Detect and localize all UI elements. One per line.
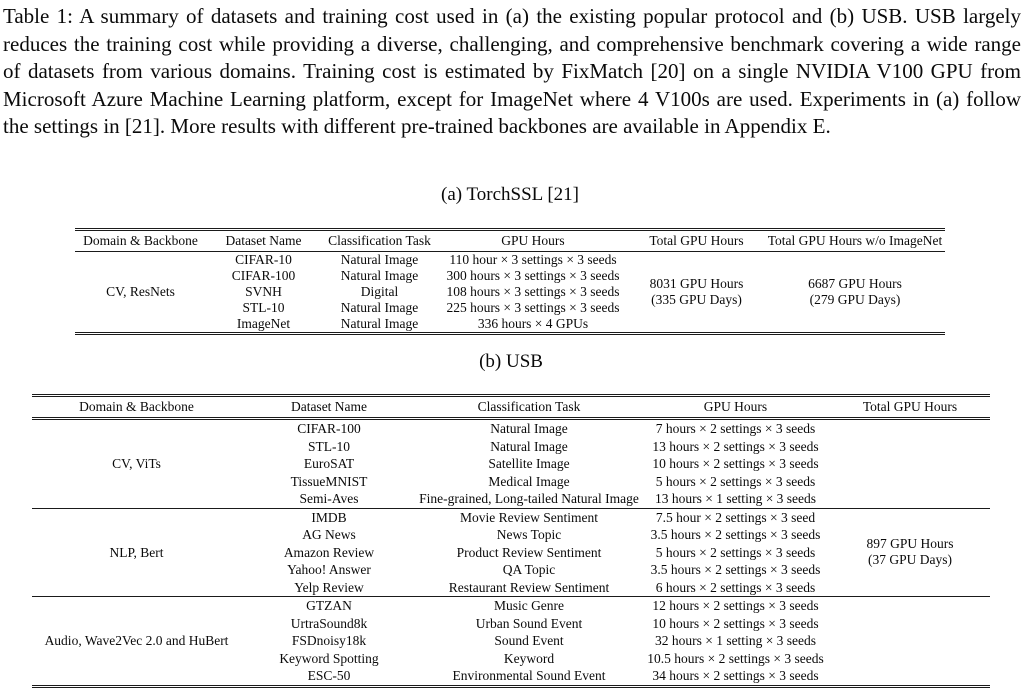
header-gpu-hours: GPU Hours (438, 230, 628, 252)
task-cell: Sound Event (494, 633, 564, 648)
task-cell: Digital (360, 284, 399, 299)
dataset-cell: ImageNet (236, 316, 291, 331)
gpu-hours-cell: 300 hours × 3 settings × 3 seeds (446, 268, 620, 283)
gpu-hours-cell: 10 hours × 2 settings × 3 seeds (652, 456, 819, 471)
dataset-cell: ESC-50 (307, 668, 351, 683)
domain-cell: CV, ResNets (106, 284, 175, 299)
task-cell: Restaurant Review Sentiment (448, 579, 610, 595)
dataset-cell: UrtraSound8k (290, 615, 368, 631)
gpu-hours-cell: 10 hours × 2 settings × 3 seeds (652, 615, 819, 631)
header-classification-task: Classification Task (321, 230, 438, 252)
task-cell: Keyword (503, 650, 555, 666)
task-cell: Natural Image (490, 438, 568, 454)
task-cell: Movie Review Sentiment (417, 508, 641, 526)
table-row (32, 597, 990, 615)
audio-group (32, 597, 990, 687)
table-row (32, 419, 990, 438)
task-cell: Natural Image (340, 252, 419, 267)
total-gpu-hours-cell-empty (830, 419, 990, 509)
dataset-cell: STL-10 (308, 438, 350, 454)
dataset-cell: Keyword Spotting (279, 650, 379, 666)
gpu-hours-cell: 7.5 hour × 2 settings × 3 seed (641, 508, 830, 526)
total-wo-imagenet-cell (765, 252, 945, 334)
gpu-hours-cell: 3.5 hours × 2 settings × 3 seeds (650, 527, 821, 542)
dataset-cell: SVNH (245, 284, 282, 299)
dataset-cell: EuroSAT (303, 456, 355, 471)
gpu-hours-cell: 10.5 hours × 2 settings × 3 seeds (647, 650, 824, 666)
task-cell: Product Review Sentiment (456, 544, 602, 560)
total-wo-imagenet-hours-line: 6687 GPU Hours (808, 276, 902, 291)
gpu-hours-cell: 5 hours × 2 settings × 3 seeds (655, 473, 816, 489)
gpu-hours-cell: 5 hours × 2 settings × 3 seeds (655, 544, 816, 560)
domain-cell: CV, ViTs (112, 456, 161, 471)
gpu-hours-cell: 108 hours × 3 settings × 3 seeds (446, 284, 620, 299)
gpu-hours-cell: 225 hours × 3 settings × 3 seeds (446, 300, 620, 315)
task-cell: Music Genre (417, 597, 641, 615)
gpu-hours-cell: 7 hours × 2 settings × 3 seeds (655, 421, 816, 436)
dataset-cell: IMDB (241, 508, 417, 526)
dataset-cell: GTZAN (241, 597, 417, 615)
dataset-cell: TissueMNIST (290, 473, 368, 489)
table-row (75, 252, 945, 269)
header-dataset-name: Dataset Name (241, 396, 417, 419)
header-domain-backbone: Domain & Backbone (32, 396, 241, 419)
task-cell: Environmental Sound Event (452, 668, 606, 683)
gpu-hours-cell: 6 hours × 2 settings × 3 seeds (655, 579, 816, 595)
gpu-hours-cell: 110 hour × 3 settings × 3 seeds (449, 252, 617, 267)
task-cell: Natural Image (490, 421, 568, 436)
table-caption: Table 1: A summary of datasets and training cost used in (a) the existing popular protocol and (b) USB. USB largely reduces the training cost while providing a diverse, challenging, and comprehensive benchmark covering a wide range of datasets from various domains. Training cost is estimated by FixMatch [20] on a single NVIDIA V100 GPU from Microsoft Azure Machine Learning platform, except for ImageNet where 4 V100s are used. Experiments in (a) follow the settings in [21]. More results with different pre-trained backbones are available in Appendix E. (3, 4, 1021, 138)
gpu-hours-cell: 32 hours × 1 setting × 3 seeds (654, 633, 817, 648)
table-header-row (75, 230, 945, 252)
header-classification-task: Classification Task (417, 396, 641, 419)
dataset-cell: CIFAR-10 (235, 252, 292, 267)
header-total-gpu-hours-wo-imagenet: Total GPU Hours w/o ImageNet (765, 230, 945, 252)
task-cell: QA Topic (502, 562, 556, 577)
task-cell: Natural Image (340, 316, 419, 331)
dataset-cell: CIFAR-100 (231, 268, 296, 283)
task-cell: Natural Image (340, 300, 419, 315)
subtable-b-title: (b) USB (479, 351, 543, 372)
cv-group (32, 419, 990, 509)
dataset-cell: CIFAR-100 (297, 421, 361, 436)
table-header-row (32, 396, 990, 419)
total-gpu-hours-cell (628, 252, 765, 334)
nlp-group (32, 508, 990, 597)
gpu-hours-cell: 12 hours × 2 settings × 3 seeds (641, 597, 830, 615)
dataset-cell: AG News (302, 527, 356, 542)
dataset-cell: Semi-Aves (299, 491, 359, 506)
header-total-gpu-hours: Total GPU Hours (830, 396, 990, 419)
header-total-gpu-hours: Total GPU Hours (628, 230, 765, 252)
task-cell: Fine-grained, Long-tailed Natural Image (419, 491, 639, 506)
table-torchssl (75, 228, 945, 335)
domain-cell: NLP, Bert (32, 508, 241, 597)
gpu-hours-cell: 13 hours × 2 settings × 3 seeds (652, 438, 819, 454)
task-cell: Satellite Image (488, 456, 570, 471)
total-gpu-hours-cell (830, 508, 990, 597)
header-domain-backbone: Domain & Backbone (75, 230, 206, 252)
table-usb (32, 394, 990, 688)
domain-cell: Audio, Wave2Vec 2.0 and HuBert (32, 597, 241, 687)
dataset-cell: FSDnoisy18k (291, 633, 367, 648)
gpu-hours-cell: 3.5 hours × 2 settings × 3 seeds (650, 562, 821, 577)
total-days-line: (335 GPU Days) (651, 292, 742, 307)
task-cell: Natural Image (340, 268, 419, 283)
header-gpu-hours: GPU Hours (641, 396, 830, 419)
subtable-a-title: (a) TorchSSL [21] (441, 184, 579, 205)
dataset-cell: STL-10 (242, 300, 285, 315)
total-hours-line: 897 GPU Hours (866, 536, 954, 552)
task-cell: Urban Sound Event (475, 615, 583, 631)
gpu-hours-cell: 34 hours × 2 settings × 3 seeds (652, 668, 819, 683)
total-gpu-hours-cell-empty (830, 597, 990, 687)
dataset-cell: Amazon Review (283, 544, 375, 560)
task-cell: News Topic (496, 527, 562, 542)
task-cell: Medical Image (488, 473, 570, 489)
total-days-line: (37 GPU Days) (868, 552, 952, 568)
gpu-hours-cell: 13 hours × 1 setting × 3 seeds (654, 491, 817, 506)
dataset-cell: Yahoo! Answer (287, 562, 371, 577)
table-row (32, 508, 990, 526)
total-wo-imagenet-days-line: (279 GPU Days) (809, 292, 901, 307)
dataset-cell: Yelp Review (294, 579, 364, 595)
header-dataset-name: Dataset Name (206, 230, 321, 252)
gpu-hours-cell: 336 hours × 4 GPUs (477, 316, 589, 331)
total-hours-line: 8031 GPU Hours (649, 276, 744, 291)
